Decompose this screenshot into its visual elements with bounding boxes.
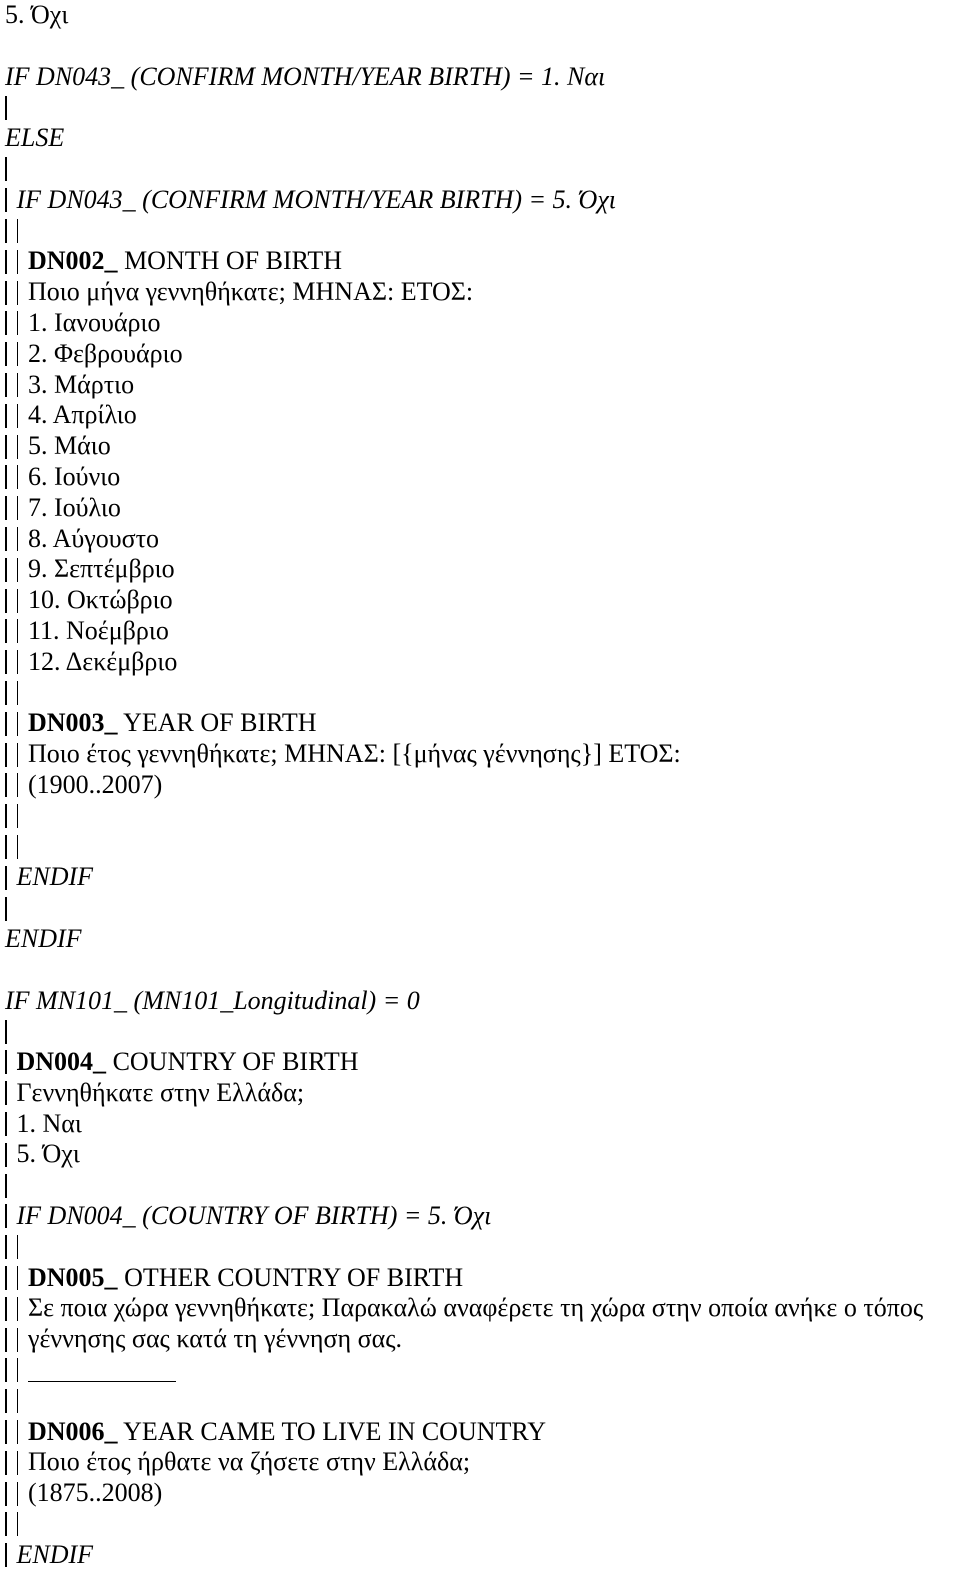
- indent-bar: [17, 1297, 19, 1321]
- indent-bar: [5, 1389, 7, 1413]
- indent-bar: [5, 465, 7, 489]
- indent-bar: [5, 773, 7, 797]
- routing-statement: ELSE: [5, 123, 65, 153]
- questionnaire-document: [5, 0, 955, 1571]
- indent-bar: [17, 219, 19, 243]
- line-text: Ποιο έτος γεννηθήκατε; ΜΗΝΑΣ: [{μήνας γέννησης}] ΕΤΟΣ:: [28, 739, 681, 769]
- indent-bar: [17, 619, 19, 643]
- document-line: [5, 616, 955, 647]
- indent-bar: [17, 1389, 19, 1413]
- routing-statement: IF MN101_ (MN101_Longitudinal) = 0: [5, 985, 420, 1015]
- routing-statement: ENDIF: [16, 1539, 94, 1569]
- document-line: [5, 524, 955, 555]
- document-line: [5, 1047, 955, 1078]
- document-line: [5, 893, 955, 924]
- indent-bar: [17, 1420, 19, 1444]
- line-text: 5. Μάιο: [28, 431, 111, 461]
- document-line: [5, 1139, 955, 1170]
- document-line: [5, 370, 955, 401]
- indent-bar: [5, 619, 7, 643]
- indent-bar: [5, 835, 7, 859]
- line-text: 5. Όχι: [16, 1139, 80, 1169]
- document-line: [5, 154, 955, 185]
- document-line: [5, 1509, 955, 1540]
- document-line: [5, 1324, 955, 1355]
- indent-bar: [5, 866, 7, 890]
- document-line: [5, 431, 955, 462]
- routing-statement: ENDIF: [5, 923, 82, 953]
- document-line: [5, 1355, 955, 1386]
- indent-bar: [5, 1143, 7, 1167]
- indent-bar: [5, 1451, 7, 1475]
- indent-bar: [17, 342, 19, 366]
- indent-bar: [5, 527, 7, 551]
- line-text: 1. Ιανουάριο: [28, 307, 161, 337]
- document-line: [5, 246, 955, 277]
- indent-bar: [5, 1204, 7, 1228]
- indent-bar: [5, 219, 7, 243]
- indent-bar: [5, 250, 7, 274]
- indent-bar: [5, 1081, 7, 1105]
- indent-bar: [5, 1358, 7, 1382]
- indent-bar: [17, 311, 19, 335]
- indent-bar: [17, 1451, 19, 1475]
- document-line: [5, 986, 955, 1017]
- line-text: 4. Απρίλιο: [28, 400, 137, 430]
- document-line: [5, 31, 955, 62]
- indent-bar: [5, 743, 7, 767]
- document-line: [5, 554, 955, 585]
- indent-bar: [17, 404, 19, 428]
- indent-bar: [5, 281, 7, 305]
- indent-bar: [5, 558, 7, 582]
- question-code: DN006_: [28, 1416, 118, 1446]
- indent-bar: [17, 1328, 19, 1352]
- line-text: 10. Οκτώβριο: [28, 585, 173, 615]
- document-line: [5, 62, 955, 93]
- indent-bar: [5, 496, 7, 520]
- line-text: 11. Νοέμβριο: [28, 615, 169, 645]
- document-line: [5, 1447, 955, 1478]
- document-line: [5, 0, 955, 31]
- line-text: Ποιο έτος ήρθατε να ζήσετε στην Ελλάδα;: [28, 1447, 471, 1477]
- document-line: [5, 924, 955, 955]
- question-title: COUNTRY OF BIRTH: [106, 1047, 359, 1077]
- document-line: [5, 277, 955, 308]
- document-line: [5, 862, 955, 893]
- line-text: 5. Όχι: [5, 0, 69, 29]
- document-line: [5, 647, 955, 678]
- indent-bar: [5, 1266, 7, 1290]
- indent-bar: [17, 250, 19, 274]
- line-text: Γεννηθήκατε στην Ελλάδα;: [16, 1077, 305, 1107]
- line-text: 8. Αύγουστο: [28, 523, 160, 553]
- indent-bar: [5, 1482, 7, 1506]
- indent-bar: [17, 1266, 19, 1290]
- document-line: [5, 955, 955, 986]
- indent-bar: [5, 435, 7, 459]
- document-line: [5, 1170, 955, 1201]
- document-line: [5, 770, 955, 801]
- indent-bar: [5, 589, 7, 613]
- document-line: [5, 801, 955, 832]
- line-text: (1900..2007): [28, 769, 163, 799]
- indent-bar: [5, 1543, 7, 1567]
- document-line: [5, 585, 955, 616]
- line-text: 12. Δεκέμβριο: [28, 646, 178, 676]
- indent-bar: [17, 589, 19, 613]
- indent-bar: [5, 188, 7, 212]
- indent-bar: [5, 650, 7, 674]
- question-code: DN002_: [28, 246, 118, 276]
- line-text: 3. Μάρτιο: [28, 369, 135, 399]
- indent-bar: [5, 1420, 7, 1444]
- indent-bar: [5, 342, 7, 366]
- indent-bar: [17, 1482, 19, 1506]
- indent-bar: [5, 311, 7, 335]
- routing-statement: IF DN004_ (COUNTRY OF BIRTH) = 5. Όχι: [16, 1201, 492, 1231]
- document-line: [5, 1540, 955, 1571]
- indent-bar: [17, 1235, 19, 1259]
- document-line: [5, 1417, 955, 1448]
- indent-bar: [17, 712, 19, 736]
- document-line: [5, 1293, 955, 1324]
- indent-bar: [17, 835, 19, 859]
- indent-bar: [17, 650, 19, 674]
- document-line: [5, 1232, 955, 1263]
- document-line: [5, 1201, 955, 1232]
- question-title: MONTH OF BIRTH: [117, 246, 343, 276]
- question-code: DN004_: [16, 1047, 107, 1077]
- indent-bar: [5, 681, 7, 705]
- indent-bar: [5, 1512, 7, 1536]
- document-line: [5, 1478, 955, 1509]
- indent-bar: [5, 804, 7, 828]
- document-line: [5, 708, 955, 739]
- indent-bar: [5, 373, 7, 397]
- indent-bar: [17, 281, 19, 305]
- question-title: YEAR OF BIRTH: [117, 708, 317, 738]
- indent-bar: [17, 558, 19, 582]
- indent-bar: [5, 712, 7, 736]
- indent-bar: [17, 743, 19, 767]
- indent-bar: [17, 1512, 19, 1536]
- document-line: [5, 678, 955, 709]
- question-code: DN003_: [28, 708, 118, 738]
- line-text: 9. Σεπτέμβριο: [28, 554, 175, 584]
- line-text: 2. Φεβρουάριο: [28, 338, 183, 368]
- indent-bar: [5, 1020, 7, 1044]
- document-line: [5, 1016, 955, 1047]
- document-line: [5, 493, 955, 524]
- line-text: 6. Ιούνιο: [28, 461, 121, 491]
- document-line: [5, 308, 955, 339]
- indent-bar: [5, 1297, 7, 1321]
- document-line: [5, 1078, 955, 1109]
- line-text: Σε ποια χώρα γεννηθήκατε; Παρακαλώ αναφέρετε τη χώρα στην οποία ανήκε ο τόπος: [28, 1293, 924, 1323]
- document-line: [5, 339, 955, 370]
- indent-bar: [5, 96, 7, 120]
- indent-bar: [17, 773, 19, 797]
- indent-bar: [17, 527, 19, 551]
- document-line: [5, 185, 955, 216]
- document-line: [5, 1386, 955, 1417]
- question-title: OTHER COUNTRY OF BIRTH: [117, 1262, 464, 1292]
- document-line: [5, 739, 955, 770]
- document-line: [5, 123, 955, 154]
- line-text: (1875..2008): [28, 1478, 163, 1508]
- line-text: γέννησης σας κατά τη γέννηση σας.: [28, 1324, 403, 1354]
- indent-bar: [17, 1358, 19, 1382]
- document-line: [5, 462, 955, 493]
- indent-bar: [5, 404, 7, 428]
- indent-bar: [5, 1050, 7, 1074]
- routing-statement: IF DN043_ (CONFIRM MONTH/YEAR BIRTH) = 1. Ναι: [5, 61, 606, 91]
- line-text: 7. Ιούλιο: [28, 492, 121, 522]
- document-line: [5, 1109, 955, 1140]
- indent-bar: [17, 804, 19, 828]
- line-text: 1. Ναι: [16, 1108, 82, 1138]
- routing-statement: ENDIF: [16, 862, 94, 892]
- indent-bar: [5, 1235, 7, 1259]
- document-line: [5, 216, 955, 247]
- indent-bar: [17, 496, 19, 520]
- document-line: [5, 400, 955, 431]
- document-line: [5, 92, 955, 123]
- indent-bar: [5, 1112, 7, 1136]
- answer-blank-field: [28, 1367, 176, 1382]
- line-text: Ποιο μήνα γεννηθήκατε; ΜΗΝΑΣ: ΕΤΟΣ:: [28, 277, 474, 307]
- indent-bar: [17, 373, 19, 397]
- indent-bar: [17, 435, 19, 459]
- question-title: YEAR CAME TO LIVE IN COUNTRY: [117, 1416, 547, 1446]
- indent-bar: [5, 897, 7, 921]
- indent-bar: [17, 681, 19, 705]
- indent-bar: [5, 1174, 7, 1198]
- indent-bar: [17, 465, 19, 489]
- indent-bar: [5, 157, 7, 181]
- indent-bar: [5, 1328, 7, 1352]
- routing-statement: IF DN043_ (CONFIRM MONTH/YEAR BIRTH) = 5. Όχι: [16, 184, 616, 214]
- question-code: DN005_: [28, 1262, 118, 1292]
- document-line: [5, 832, 955, 863]
- document-line: [5, 1263, 955, 1294]
